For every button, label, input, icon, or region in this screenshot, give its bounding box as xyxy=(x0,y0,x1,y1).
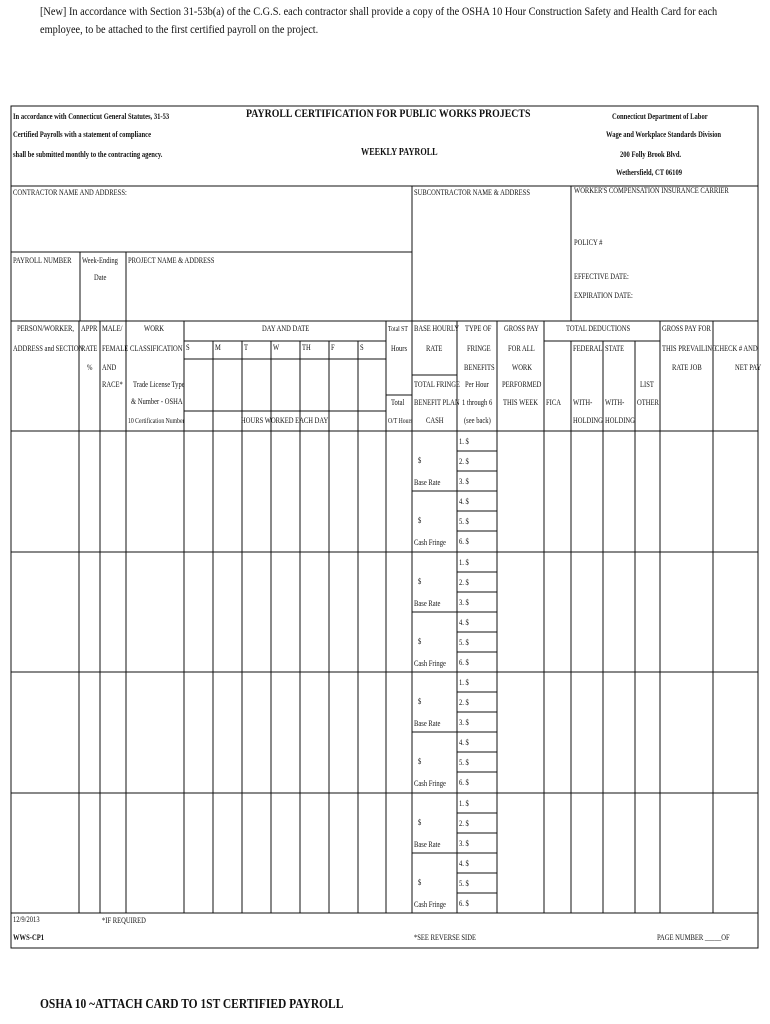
gross-prevailing-1: GROSS PAY FOR xyxy=(662,324,711,333)
federal-3: HOLDING xyxy=(573,416,603,425)
contractor-label: CONTRACTOR NAME AND ADDRESS: xyxy=(13,188,127,197)
fringe-line-2[interactable]: 2. $ xyxy=(459,578,469,587)
base-rate-label: Base Rate xyxy=(414,719,441,728)
fringe-line-3[interactable]: 3. $ xyxy=(459,477,469,486)
male-col-4: RACE* xyxy=(102,380,123,389)
cash-fringe-label: Cash Fringe xyxy=(414,659,446,668)
see-reverse-note: *SEE REVERSE SIDE xyxy=(414,933,476,942)
dollar-sign: $ xyxy=(418,456,422,465)
fringe-line-4[interactable]: 4. $ xyxy=(459,738,469,747)
page-number-field[interactable]: PAGE NUMBER _____OF xyxy=(657,933,730,942)
gross-prevailing-3: RATE JOB xyxy=(672,363,702,372)
male-col-2: FEMALE xyxy=(102,344,129,353)
person-col-2: ADDRESS and SECTION xyxy=(13,344,84,353)
fringe-line-5[interactable]: 5. $ xyxy=(459,758,469,767)
total-st-2: Hours xyxy=(391,344,408,353)
total-ot-2: O/T Hours xyxy=(388,417,413,425)
type-fringe-4: Per Hour xyxy=(465,380,489,389)
state-2: WITH- xyxy=(605,398,625,407)
type-fringe-3: BENEFITS xyxy=(464,363,495,372)
dollar-sign: $ xyxy=(418,818,422,827)
day-w: W xyxy=(273,343,280,352)
cash-fringe-label: Cash Fringe xyxy=(414,538,446,547)
dollar-sign: $ xyxy=(418,757,422,766)
fringe-line-6[interactable]: 6. $ xyxy=(459,899,469,908)
form-title: PAYROLL CERTIFICATION FOR PUBLIC WORKS PROJECTS xyxy=(246,106,531,120)
statute-line-1: In accordance with Connecticut General Statutes, 31-53 xyxy=(13,112,170,121)
form-date: 12/9/2013 xyxy=(13,915,40,924)
fringe-line-2[interactable]: 2. $ xyxy=(459,819,469,828)
appr-col-3: % xyxy=(87,363,93,372)
insurance-label: WORKER'S COMPENSATION INSURANCE CARRIER xyxy=(574,186,729,195)
type-fringe-6: (see back) xyxy=(464,416,491,425)
total-ot-1: Total xyxy=(391,398,405,407)
fringe-line-4[interactable]: 4. $ xyxy=(459,859,469,868)
dol-line-4: Wethersfield, CT 06109 xyxy=(616,168,683,177)
fringe-line-5[interactable]: 5. $ xyxy=(459,879,469,888)
gross-pay-5: THIS WEEK xyxy=(503,398,539,407)
gross-prevailing-2: THIS PREVAILING xyxy=(662,344,717,353)
type-fringe-2: FRINGE xyxy=(467,344,491,353)
hours-worked-header: HOURS WORKED EACH DAY xyxy=(241,416,329,425)
total-fringe-1: TOTAL FRINGE xyxy=(414,380,460,389)
fringe-line-6[interactable]: 6. $ xyxy=(459,658,469,667)
fringe-line-5[interactable]: 5. $ xyxy=(459,638,469,647)
subcontractor-label: SUBCONTRACTOR NAME & ADDRESS xyxy=(414,188,530,197)
fringe-line-2[interactable]: 2. $ xyxy=(459,457,469,466)
day-s2: S xyxy=(360,343,364,352)
person-col-1: PERSON/WORKER, xyxy=(17,324,75,333)
male-col-3: AND xyxy=(102,363,117,372)
effective-date-label: EFFECTIVE DATE: xyxy=(574,272,629,281)
form-subtitle: WEEKLY PAYROLL xyxy=(361,147,438,158)
if-required-note: *IF REQUIRED xyxy=(102,916,146,925)
other-1: LIST xyxy=(640,380,654,389)
project-label: PROJECT NAME & ADDRESS xyxy=(128,256,215,265)
dollar-sign: $ xyxy=(418,577,422,586)
other-2: OTHER xyxy=(637,398,659,407)
type-fringe-5: 1 through 6 xyxy=(462,398,493,407)
fringe-line-4[interactable]: 4. $ xyxy=(459,497,469,506)
osha-notice: [New] In accordance with Section 31-53b(a) of the C.G.S. each contractor shall provide a copy of the OSHA 10 Hour Construction Safety and Health Card for each employee, to be attached to the first certified payroll on the project. xyxy=(40,4,718,36)
fringe-line-6[interactable]: 6. $ xyxy=(459,537,469,546)
fringe-line-1[interactable]: 1. $ xyxy=(459,799,469,808)
fringe-line-4[interactable]: 4. $ xyxy=(459,618,469,627)
check-net-1: CHECK # AND xyxy=(715,344,758,353)
fringe-line-3[interactable]: 3. $ xyxy=(459,718,469,727)
gross-pay-1: GROSS PAY xyxy=(504,324,539,333)
fringe-line-5[interactable]: 5. $ xyxy=(459,517,469,526)
day-and-date-header: DAY AND DATE xyxy=(262,324,310,333)
fica-label: FICA xyxy=(546,398,561,407)
fringe-line-6[interactable]: 6. $ xyxy=(459,778,469,787)
week-ending-label-2: Date xyxy=(94,273,107,282)
trade-col-1: Trade License Type xyxy=(133,380,185,389)
total-fringe-3: CASH xyxy=(426,416,444,425)
payroll-number-label: PAYROLL NUMBER xyxy=(13,256,72,265)
gross-pay-4: PERFORMED xyxy=(502,380,542,389)
expiration-date-label: EXPIRATION DATE: xyxy=(574,291,633,300)
statute-line-2: Certified Payrolls with a statement of compliance xyxy=(13,130,151,139)
dollar-sign: $ xyxy=(418,697,422,706)
federal-2: WITH- xyxy=(573,398,593,407)
day-m: M xyxy=(215,343,221,352)
total-st-1: Total ST xyxy=(388,325,408,333)
fringe-line-1[interactable]: 1. $ xyxy=(459,678,469,687)
fringe-line-1[interactable]: 1. $ xyxy=(459,558,469,567)
cash-fringe-label: Cash Fringe xyxy=(414,779,446,788)
base-rate-label: Base Rate xyxy=(414,478,441,487)
dol-line-3: 200 Folly Brook Blvd. xyxy=(620,150,682,159)
gross-pay-3: WORK xyxy=(512,363,533,372)
base-rate-label: Base Rate xyxy=(414,599,441,608)
gross-pay-2: FOR ALL xyxy=(508,344,535,353)
base-hourly-2: RATE xyxy=(426,344,443,353)
trade-col-2: & Number - OSHA xyxy=(131,397,183,406)
fringe-line-2[interactable]: 2. $ xyxy=(459,698,469,707)
column-header-frame xyxy=(11,321,758,431)
check-net-2: NET PAY xyxy=(735,363,762,372)
total-fringe-2: BENEFIT PLAN xyxy=(414,398,460,407)
week-ending-label-1: Week-Ending xyxy=(82,256,118,265)
cash-fringe-label: Cash Fringe xyxy=(414,900,446,909)
day-f: F xyxy=(331,343,335,352)
dol-line-1: Connecticut Department of Labor xyxy=(612,112,708,121)
work-col-2: CLASSIFICATION xyxy=(130,344,183,353)
total-deductions-header: TOTAL DEDUCTIONS xyxy=(566,324,631,333)
osha-attach-note: OSHA 10 ~ATTACH CARD TO 1ST CERTIFIED PAYROLL xyxy=(40,997,344,1012)
policy-label: POLICY # xyxy=(574,238,603,247)
federal-1: FEDERAL xyxy=(573,344,603,353)
appr-col-1: APPR xyxy=(81,324,98,333)
appr-col-2: RATE xyxy=(81,344,98,353)
day-th: TH xyxy=(302,343,311,352)
dollar-sign: $ xyxy=(418,637,422,646)
dol-line-2: Wage and Workplace Standards Division xyxy=(606,130,722,139)
fringe-line-3[interactable]: 3. $ xyxy=(459,839,469,848)
fringe-line-1[interactable]: 1. $ xyxy=(459,437,469,446)
type-fringe-1: TYPE OF xyxy=(465,324,492,333)
male-col-1: MALE/ xyxy=(102,324,123,333)
form-number: WWS-CP1 xyxy=(13,933,44,942)
dollar-sign: $ xyxy=(418,878,422,887)
statute-line-3: shall be submitted monthly to the contracting agency. xyxy=(13,150,163,159)
state-3: HOLDING xyxy=(605,416,635,425)
info-frame xyxy=(11,186,758,321)
dollar-sign: $ xyxy=(418,516,422,525)
base-hourly-1: BASE HOURLY xyxy=(414,324,460,333)
base-rate-label: Base Rate xyxy=(414,840,441,849)
state-1: STATE xyxy=(605,344,625,353)
trade-col-3: 10 Certification Number xyxy=(128,417,185,425)
work-col-1: WORK xyxy=(144,324,165,333)
day-s1: S xyxy=(186,343,190,352)
day-t: T xyxy=(244,343,249,352)
fringe-line-3[interactable]: 3. $ xyxy=(459,598,469,607)
